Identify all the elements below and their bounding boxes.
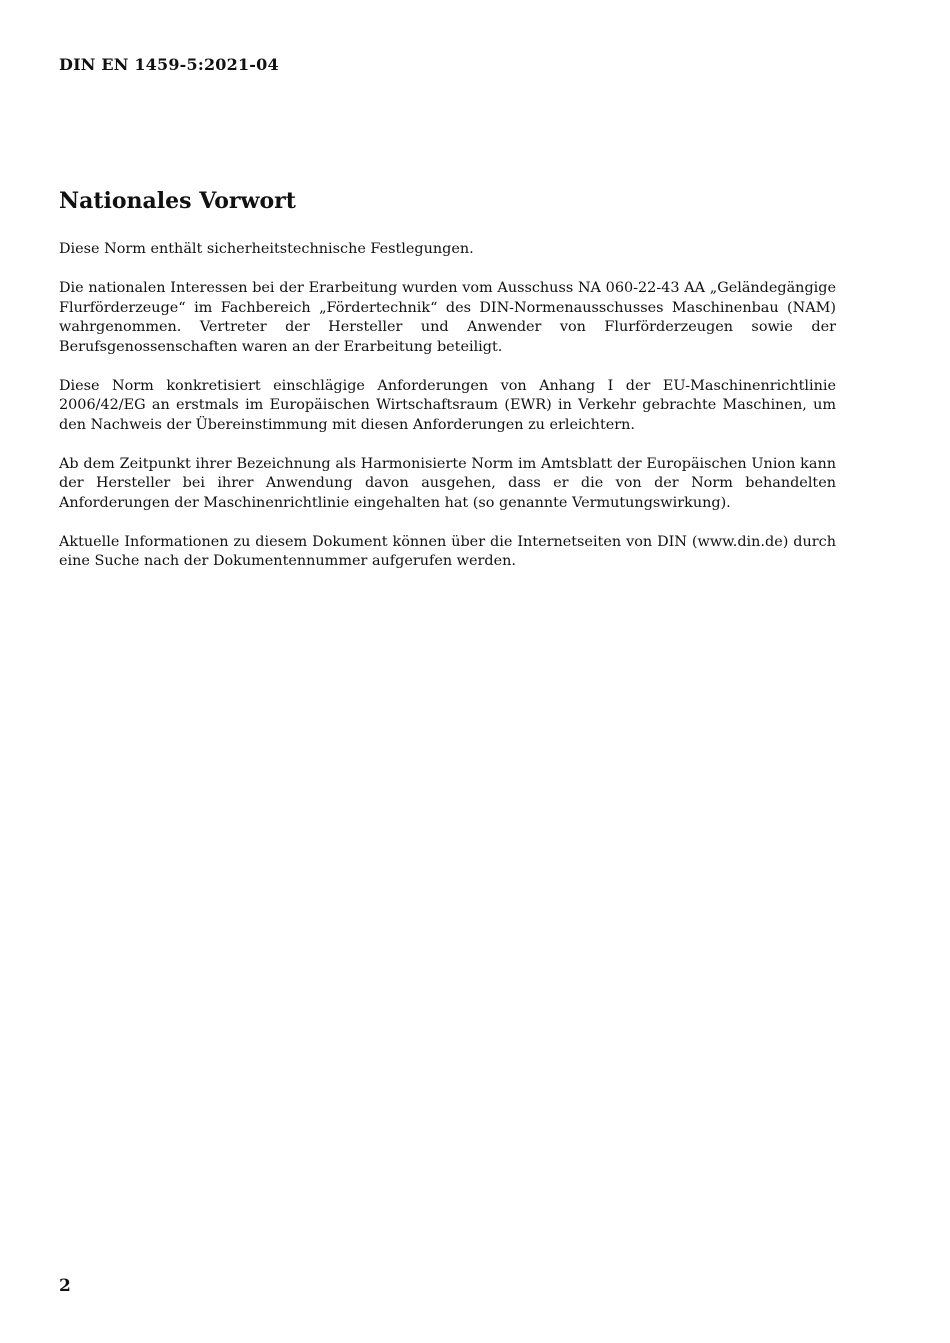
section-body [59,240,836,591]
paragraph-2: Die nationalen Interessen bei der Erarbeitung wurden vom Ausschuss NA 060-22-43 AA „Geländegängige Flurförderzeuge“ im Fachbereich „Fördertechnik“ des DIN-Normenausschusses Maschinenbau (NAM) wahrgenommen. Vertreter der Hersteller und Anwender von Flurförderzeugen sowie der Berufsgenossenschaften waren an der Erarbeitung beteiligt. [59,280,836,355]
paragraph-4: Ab dem Zeitpunkt ihrer Bezeichnung als Harmonisierte Norm im Amtsblatt der Europäischen Union kann der Hersteller bei ihrer Anwendung davon ausgehen, dass er die von der Norm behandelten Anforderungen der Maschinenrichtlinie eingehalten hat (so genannte Vermutungswirkung). [59,455,836,511]
document-id-header: DIN EN 1459-5:2021-04 [59,55,279,74]
paragraph-5: Aktuelle Informationen zu diesem Dokument können über die Internetseiten von DIN (www.din.de) durch eine Suche nach der Dokumentennummer aufgerufen werden. [59,533,836,569]
page-number: 2 [59,1276,71,1296]
paragraph-1: Diese Norm enthält sicherheitstechnische Festlegungen. [59,241,474,257]
paragraph-3: Diese Norm konkretisiert einschlägige Anforderungen von Anhang I der EU-Maschinenrichtlinie 2006/42/EG an erstmals im Europäischen Wirtschaftsraum (EWR) in Verkehr gebrachte Maschinen, um den Nachweis der Übereinstimmung mit diesen Anforderungen zu erleichtern. [59,377,836,433]
section-title: Nationales Vorwort [59,188,296,214]
